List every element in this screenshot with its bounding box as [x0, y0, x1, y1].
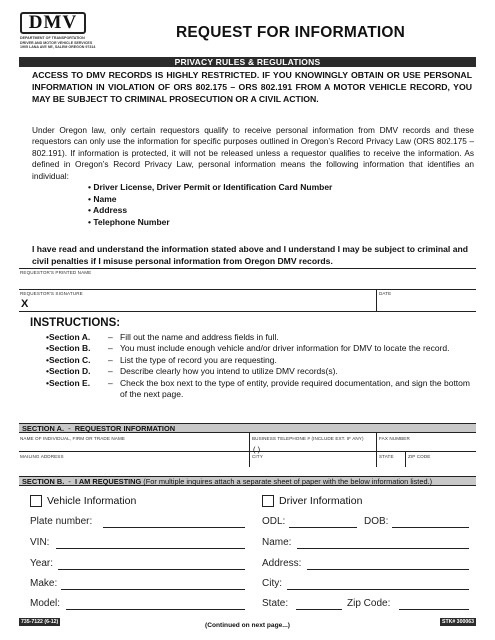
- zip-code-field[interactable]: [407, 459, 476, 467]
- department-line: DRIVER AND MOTOR VEHICLE SERVICES: [20, 40, 93, 45]
- phone-area-code: ( ): [253, 445, 261, 454]
- state-label: STATE: [379, 454, 394, 459]
- mailing-address-label: MAILING ADDRESS: [20, 454, 64, 459]
- name-label: NAME OF INDIVIDUAL, FIRM OR TRADE NAME: [20, 436, 126, 441]
- driver-name-field[interactable]: [297, 548, 469, 549]
- divider: [19, 311, 476, 312]
- instruction-text: Describe clearly how you intend to utilize DMV records(s).: [120, 366, 338, 377]
- instruction-section: • Section A.: [46, 332, 108, 343]
- instruction-section: • Section B.: [46, 343, 108, 354]
- instructions-list: [46, 332, 476, 400]
- section-b-code: SECTION B.: [22, 477, 65, 486]
- instruction-section: • Section E.: [46, 378, 108, 401]
- continued-note: (Continued on next page...): [205, 622, 290, 629]
- model-label: Model:: [30, 598, 61, 609]
- list-item: • Section B. – You must include enough vehicle and/or driver information for DMV to locate the record.: [46, 343, 476, 354]
- section-a-code: SECTION A.: [22, 424, 65, 433]
- city-label: CITY: [252, 454, 263, 459]
- fax-number-field[interactable]: [378, 441, 476, 451]
- list-item: • Telephone Number: [88, 217, 332, 229]
- instruction-text: You must include enough vehicle and/or driver information for DMV to locate the record.: [120, 343, 450, 354]
- signature-x-mark: X: [21, 298, 29, 310]
- model-field[interactable]: [66, 609, 245, 610]
- signature-label: REQUESTOR'S SIGNATURE: [20, 291, 83, 296]
- section-b-title: I AM REQUESTING: [74, 477, 142, 486]
- name-field[interactable]: [19, 441, 248, 451]
- printed-name-label: REQUESTOR'S PRINTED NAME: [20, 270, 92, 275]
- date-label: DATE: [379, 291, 392, 296]
- dob-field[interactable]: [392, 527, 469, 528]
- date-field[interactable]: [378, 297, 476, 310]
- divider: [376, 289, 377, 311]
- signature-field[interactable]: [34, 297, 374, 310]
- vin-field[interactable]: [56, 548, 245, 549]
- fax-number-label: FAX NUMBER: [379, 436, 410, 441]
- privacy-section-bar: PRIVACY RULES & REGULATIONS: [19, 57, 476, 67]
- list-item: • Section E. – Check the box next to the type of entity, provide required documentation, and sign the bottom of the next page.: [46, 378, 476, 401]
- plate-number-field[interactable]: [103, 527, 245, 528]
- divider: [405, 451, 406, 467]
- driver-information-heading: [262, 495, 362, 507]
- driver-city-field[interactable]: [287, 589, 469, 590]
- section-a-bar: SECTION A. - REQUESTOR INFORMATION: [19, 423, 476, 433]
- department-line: DEPARTMENT OF TRANSPORTATION: [20, 36, 85, 40]
- year-label: Year:: [30, 558, 53, 569]
- privacy-paragraph: Under Oregon law, only certain requestors qualify to receive personal information from DMV records and these requestors can only use the information for specific purposes outlined in Oregon’s Record Privacy Law (ORS 802.175 – 802.191). If information is protected, it will not be released unless a requestor qualifies to receive the information. As defined in Oregon’s Record Privacy Law, personal information means the following information that identifies an individual:: [32, 125, 474, 181]
- instruction-text: Check the box next to the type of entity, provide required documentation, and sign the bottom of the next page.: [120, 377, 470, 400]
- state-field[interactable]: [378, 459, 404, 467]
- list-item: • Address: [88, 205, 332, 217]
- driver-information-label: Driver Information: [279, 495, 363, 507]
- privacy-warning: ACCESS TO DMV RECORDS IS HIGHLY RESTRICTED. IF YOU KNOWINGLY OBTAIN OR USE PERSONAL INFORMATION IN VIOLATION OF ORS 802.175 – ORS 802.191 FROM A MOTOR VEHICLE RECORD, YOU MAY BE SUBJECT TO CRIMINAL PROSECUTION OR A CIVIL ACTION.: [32, 70, 472, 105]
- instruction-section: • Section C.: [46, 355, 108, 366]
- form-title: REQUEST FOR INFORMATION: [176, 24, 406, 41]
- vehicle-information-checkbox[interactable]: [30, 495, 42, 507]
- name-label: Name:: [262, 537, 292, 548]
- dob-label: DOB:: [364, 516, 389, 527]
- city-field[interactable]: [250, 459, 374, 467]
- list-item: • Section A. – Fill out the name and address fields in full.: [46, 332, 476, 343]
- year-field[interactable]: [58, 569, 245, 570]
- odl-field[interactable]: [289, 527, 357, 528]
- list-item: • Section D. – Describe clearly how you intend to utilize DMV records(s).: [46, 366, 476, 377]
- business-phone-label: BUSINESS TELEPHONE # (INCLUDE EXT. IF ANY): [252, 436, 364, 441]
- vehicle-information-label: Vehicle Information: [47, 495, 137, 507]
- driver-zip-code-field[interactable]: [399, 609, 469, 610]
- form-number: 735-7122 (6-12): [21, 619, 59, 625]
- instruction-text: Fill out the name and address fields in full.: [120, 332, 279, 342]
- driver-address-field[interactable]: [307, 569, 469, 570]
- instruction-text: List the type of record you are requesting.: [120, 354, 277, 365]
- driver-information-checkbox[interactable]: [262, 495, 274, 507]
- plate-number-label: Plate number:: [30, 516, 93, 527]
- make-field[interactable]: [61, 589, 245, 590]
- instructions-title: INSTRUCTIONS:: [30, 317, 121, 329]
- list-item: • Section C. – List the type of record you are requesting.: [46, 355, 476, 366]
- state-label: State:: [262, 598, 289, 609]
- divider: [19, 451, 476, 452]
- business-phone-field[interactable]: [262, 441, 374, 451]
- section-a-title: REQUESTOR INFORMATION: [74, 424, 176, 433]
- vehicle-information-heading: [30, 495, 136, 507]
- list-item: • Driver License, Driver Permit or Identification Card Number: [88, 182, 332, 194]
- divider: [376, 433, 377, 451]
- odl-label: ODL:: [262, 516, 286, 527]
- zip-code-label: ZIP CODE: [408, 454, 431, 459]
- driver-state-field[interactable]: [296, 609, 342, 610]
- section-b-bar: SECTION B. - I AM REQUESTING (For multiple inquires attach a separate sheet of paper with the below information listed.): [19, 476, 476, 486]
- list-item: • Name: [88, 194, 332, 206]
- vin-label: VIN:: [30, 537, 50, 548]
- stock-number: STK# 300063: [441, 619, 474, 625]
- department-address: [20, 36, 160, 50]
- divider: [376, 451, 377, 467]
- city-label: City:: [262, 578, 282, 589]
- divider: [19, 289, 476, 290]
- department-line: 1905 LANA AVE NE, SALEM OREGON 97314: [20, 45, 96, 49]
- make-label: Make:: [30, 578, 58, 589]
- divider: [19, 268, 476, 269]
- mailing-address-field[interactable]: [19, 459, 248, 467]
- section-b-note: (For multiple inquires attach a separate sheet of paper with the below information listed.): [143, 477, 433, 486]
- address-label: Address:: [262, 558, 302, 569]
- personal-info-list: [88, 182, 332, 228]
- printed-name-field[interactable]: [19, 276, 476, 288]
- zip-code-label: Zip Code:: [347, 598, 391, 609]
- instruction-section: • Section D.: [46, 366, 108, 377]
- acknowledgement-text: I have read and understand the information stated above and I understand I may be subject to criminal and civil penalties if I misuse personal information from Oregon DMV records.: [32, 244, 468, 267]
- logo-text: DMV: [28, 12, 78, 33]
- dmv-logo: [20, 12, 86, 34]
